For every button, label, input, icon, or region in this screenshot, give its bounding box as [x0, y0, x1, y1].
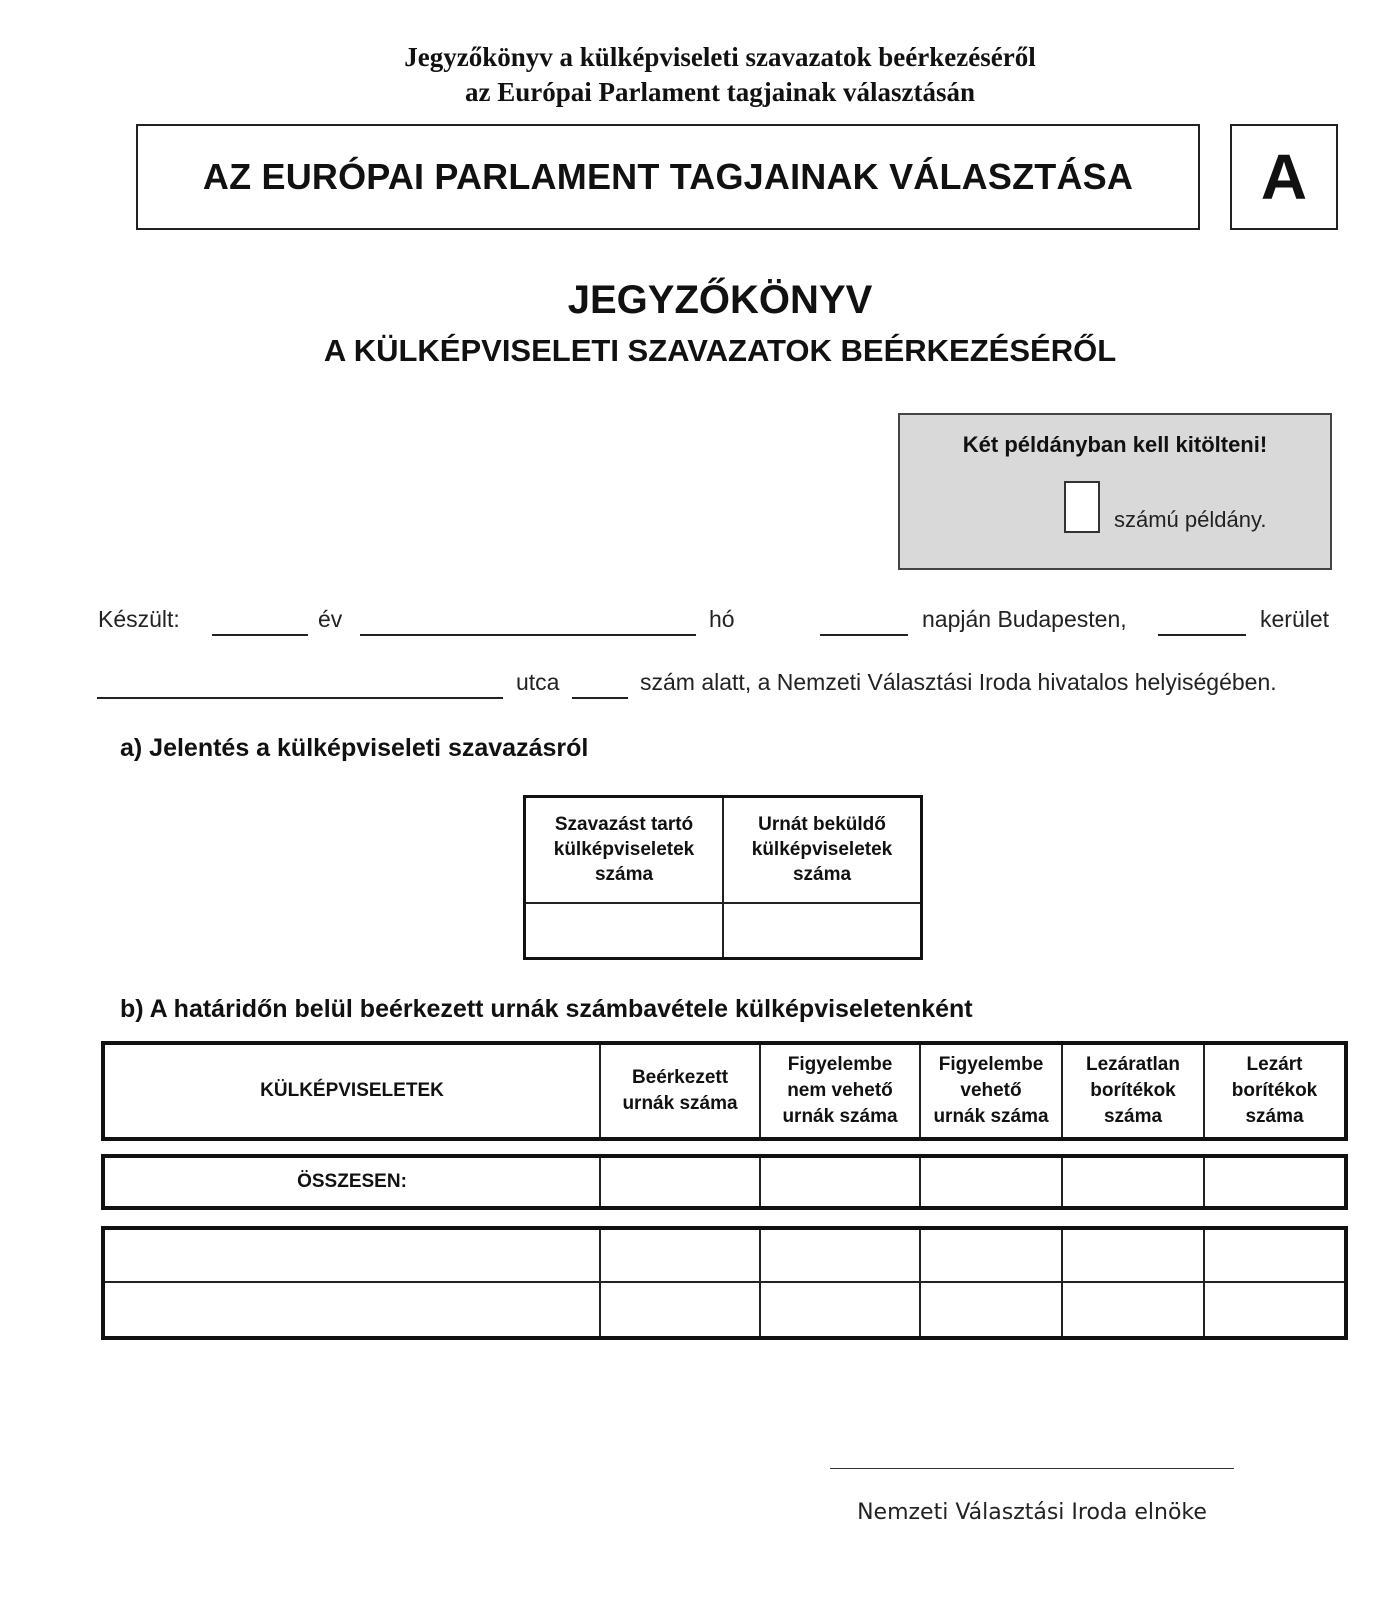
szam-alatt-label: szám alatt, a Nemzeti Választási Iroda hivatalos helyiségében. — [640, 669, 1277, 695]
section-b-title: b) A határidőn belül beérkezett urnák számbavétele külképviseletenként — [120, 995, 973, 1023]
mission-name-cell[interactable] — [103, 1282, 600, 1338]
total-cell[interactable] — [1062, 1156, 1204, 1208]
street-field[interactable] — [97, 697, 503, 699]
header-line: Beérkezett — [631, 1067, 729, 1088]
election-banner — [136, 124, 1200, 230]
total-cell[interactable] — [760, 1156, 920, 1208]
header-line: nem vehető — [787, 1080, 893, 1101]
table-row — [103, 1282, 1346, 1338]
header-sending-missions — [723, 797, 922, 903]
total-label: ÖSSZESEN: — [103, 1156, 600, 1208]
section-a-value-row — [525, 903, 922, 959]
table-cell[interactable] — [1204, 1228, 1346, 1282]
copies-box — [898, 413, 1332, 570]
header-line: külképviseletek — [553, 839, 695, 861]
table-cell[interactable] — [920, 1228, 1062, 1282]
header-line: Szavazást tartó — [554, 814, 694, 836]
section-a-table — [523, 795, 923, 960]
signature-label: Nemzeti Választási Iroda elnöke — [857, 1500, 1207, 1525]
header-line: Urnát beküldő — [758, 814, 886, 836]
table-row — [103, 1228, 1346, 1282]
napjan-label: napján Budapesten, — [922, 606, 1127, 632]
kerulet-label: kerület — [1260, 606, 1330, 632]
ev-label: év — [318, 606, 343, 632]
header-line-2: az Európai Parlament tagjainak választásán — [465, 77, 975, 107]
header-unsealed-envelopes — [1062, 1043, 1204, 1139]
header-missions — [103, 1043, 600, 1139]
header-line: külképviseletek — [751, 839, 893, 861]
table-cell[interactable] — [760, 1282, 920, 1338]
table-cell[interactable] — [1062, 1282, 1204, 1338]
header-sealed-envelopes — [1204, 1043, 1346, 1139]
header-line: borítékok — [1090, 1080, 1176, 1101]
header-line: száma — [1245, 1106, 1304, 1127]
header-line: vehető — [960, 1080, 1022, 1101]
total-cell[interactable] — [920, 1156, 1062, 1208]
header-voting-missions — [525, 797, 724, 903]
table-cell[interactable] — [600, 1282, 760, 1338]
header-line: száma — [594, 864, 654, 886]
mission-name-cell[interactable] — [103, 1228, 600, 1282]
header-line: száma — [792, 864, 852, 886]
utca-label: utca — [516, 669, 560, 695]
copies-heading: Két példányban kell kitölteni! — [962, 432, 1268, 457]
header-line: Figyelembe — [938, 1054, 1044, 1075]
table-cell[interactable] — [760, 1228, 920, 1282]
header-line: urnák száma — [933, 1106, 1049, 1127]
table-cell[interactable] — [1204, 1282, 1346, 1338]
table-cell[interactable] — [600, 1228, 760, 1282]
header-not-considered-urns — [760, 1043, 920, 1139]
section-a-title: a) Jelentés a külképviseleti szavazásról — [120, 734, 589, 762]
document-subtitle: A KÜLKÉPVISELETI SZAVAZATOK BEÉRKEZÉSÉRŐL — [323, 333, 1117, 368]
header-line: urnák száma — [782, 1106, 898, 1127]
year-field[interactable] — [212, 634, 308, 636]
header-considered-urns — [920, 1043, 1062, 1139]
total-row — [103, 1156, 1346, 1208]
header-line: KÜLKÉPVISELETEK — [260, 1080, 444, 1101]
header-line: Figyelembe — [787, 1054, 893, 1075]
section-b-header-table — [101, 1041, 1348, 1141]
district-field[interactable] — [1158, 634, 1246, 636]
header-line-1: Jegyzőkönyv a külképviseleti szavazatok beérkezéséről — [404, 42, 1036, 72]
keszult-label: Készült: — [98, 606, 180, 632]
total-cell[interactable] — [1204, 1156, 1346, 1208]
sending-missions-count-cell[interactable] — [723, 903, 922, 959]
copy-number-field[interactable] — [1064, 481, 1100, 533]
table-cell[interactable] — [920, 1282, 1062, 1338]
header-line: urnák száma — [622, 1093, 738, 1114]
section-b-header-row — [103, 1043, 1346, 1139]
total-cell[interactable] — [600, 1156, 760, 1208]
section-b-total-table — [101, 1154, 1348, 1210]
copy-label: számú példány. — [1114, 507, 1267, 532]
ho-label: hó — [709, 606, 735, 632]
header-line: borítékok — [1231, 1080, 1318, 1101]
house-number-field[interactable] — [572, 697, 628, 699]
month-field[interactable] — [360, 634, 696, 636]
table-cell[interactable] — [1062, 1228, 1204, 1282]
section-b-data-table — [101, 1226, 1348, 1340]
election-banner-title: AZ EURÓPAI PARLAMENT TAGJAINAK VÁLASZTÁSA — [202, 156, 1134, 197]
header-line: száma — [1103, 1106, 1163, 1127]
signature-line[interactable] — [830, 1468, 1234, 1469]
form-letter-box — [1230, 124, 1338, 230]
document-title: JEGYZŐKÖNYV — [567, 278, 873, 322]
header-line: Lezáratlan — [1086, 1054, 1180, 1075]
day-field[interactable] — [820, 634, 908, 636]
header-received-urns — [600, 1043, 760, 1139]
header-line: Lezárt — [1246, 1054, 1303, 1075]
form-letter: A — [1260, 141, 1308, 213]
voting-missions-count-cell[interactable] — [525, 903, 724, 959]
section-a-header-row — [525, 797, 922, 903]
